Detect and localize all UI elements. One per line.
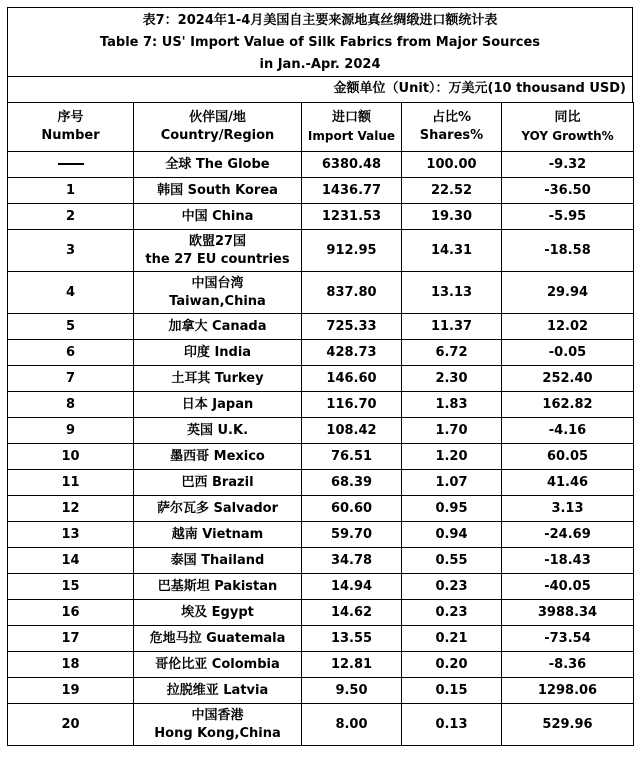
- cell-share: 0.55: [402, 548, 502, 574]
- country-line1: 中国 China: [181, 208, 254, 224]
- cell-number: 14: [8, 548, 134, 574]
- cell-number: 4: [8, 272, 134, 314]
- unit-label: 金额单位（Unit）：万美元(10 thousand USD): [7, 76, 633, 102]
- cell-country: [134, 522, 302, 548]
- cell-number: 9: [8, 418, 134, 444]
- cell-share: 0.23: [402, 574, 502, 600]
- table-frame: [7, 7, 633, 746]
- cell-share: 0.95: [402, 496, 502, 522]
- header-yoy: 同比 YOY Growth%: [502, 103, 634, 152]
- cell-import-value: 1231.53: [302, 204, 402, 230]
- cell-share: 1.07: [402, 470, 502, 496]
- table-row: [8, 204, 634, 230]
- country-line1: 哥伦比亚 Colombia: [155, 656, 280, 672]
- cell-share: 14.31: [402, 230, 502, 272]
- cell-country: [134, 392, 302, 418]
- cell-country: [134, 230, 302, 272]
- cell-share: 1.70: [402, 418, 502, 444]
- table-row: [8, 314, 634, 340]
- country-line1: 加拿大 Canada: [168, 318, 267, 334]
- cell-import-value: 725.33: [302, 314, 402, 340]
- cell-import-value: 837.80: [302, 272, 402, 314]
- cell-yoy: -8.36: [502, 652, 634, 678]
- cell-country: [134, 704, 302, 746]
- cell-yoy: 3988.34: [502, 600, 634, 626]
- table-row: [8, 548, 634, 574]
- cell-yoy: 3.13: [502, 496, 634, 522]
- cell-import-value: 428.73: [302, 340, 402, 366]
- cell-yoy: -40.05: [502, 574, 634, 600]
- cell-share: 11.37: [402, 314, 502, 340]
- cell-share: 0.21: [402, 626, 502, 652]
- cell-import-value: 912.95: [302, 230, 402, 272]
- country-line1: 拉脱维亚 Latvia: [166, 682, 269, 698]
- cell-import-value: 12.81: [302, 652, 402, 678]
- cell-country: [134, 444, 302, 470]
- cell-share: 0.23: [402, 600, 502, 626]
- country-line1: 巴基斯坦 Pakistan: [157, 578, 278, 594]
- header-number: 序号 Number: [8, 103, 134, 152]
- cell-country: [134, 600, 302, 626]
- cell-number: 1: [8, 178, 134, 204]
- cell-import-value: 108.42: [302, 418, 402, 444]
- cell-share: 0.15: [402, 678, 502, 704]
- table-row: [8, 704, 634, 746]
- cell-country: [134, 652, 302, 678]
- cell-country: [134, 548, 302, 574]
- cell-import-value: 60.60: [302, 496, 402, 522]
- cell-country: [134, 272, 302, 314]
- cell-share: 0.20: [402, 652, 502, 678]
- cell-import-value: 1436.77: [302, 178, 402, 204]
- country-line1: 越南 Vietnam: [171, 526, 264, 542]
- table-row: [8, 392, 634, 418]
- cell-share: 1.20: [402, 444, 502, 470]
- cell-yoy: 12.02: [502, 314, 634, 340]
- country-line2: Hong Kong,China: [154, 725, 281, 741]
- cell-import-value: 9.50: [302, 678, 402, 704]
- table-row: [8, 600, 634, 626]
- header-import-value: 进口额 Import Value: [302, 103, 402, 152]
- country-line1: 土耳其 Turkey: [171, 370, 264, 386]
- title-en-line1: Table 7: US' Import Value of Silk Fabrics from Major Sources: [99, 35, 541, 50]
- cell-share: 13.13: [402, 272, 502, 314]
- cell-import-value: 8.00: [302, 704, 402, 746]
- cell-yoy: -73.54: [502, 626, 634, 652]
- cell-number: 19: [8, 678, 134, 704]
- cell-yoy: -18.58: [502, 230, 634, 272]
- table-row: [8, 444, 634, 470]
- country-line1: 全球 The Globe: [165, 156, 270, 172]
- cell-yoy: 529.96: [502, 704, 634, 746]
- cell-share: 1.83: [402, 392, 502, 418]
- country-line1: 墨西哥 Mexico: [170, 448, 265, 464]
- table-row: [8, 470, 634, 496]
- table-row: [8, 678, 634, 704]
- country-line1: 欧盟27国: [188, 233, 247, 249]
- cell-number: 15: [8, 574, 134, 600]
- cell-share: 19.30: [402, 204, 502, 230]
- cell-yoy: -24.69: [502, 522, 634, 548]
- cell-country: [134, 626, 302, 652]
- cell-number: [8, 152, 134, 178]
- cell-country: [134, 152, 302, 178]
- country-line1: 萨尔瓦多 Salvador: [156, 500, 278, 516]
- cell-yoy: 162.82: [502, 392, 634, 418]
- table-row: [8, 418, 634, 444]
- cell-import-value: 34.78: [302, 548, 402, 574]
- cell-yoy: -5.95: [502, 204, 634, 230]
- table-row: [8, 496, 634, 522]
- table-row: [8, 178, 634, 204]
- country-line2: Taiwan,China: [169, 293, 266, 309]
- cell-number: 12: [8, 496, 134, 522]
- cell-import-value: 146.60: [302, 366, 402, 392]
- cell-country: [134, 340, 302, 366]
- cell-number: 7: [8, 366, 134, 392]
- cell-share: 22.52: [402, 178, 502, 204]
- country-line1: 印度 India: [183, 344, 252, 360]
- cell-number: 5: [8, 314, 134, 340]
- cell-country: [134, 678, 302, 704]
- country-line1: 中国台湾: [191, 275, 244, 291]
- country-line1: 危地马拉 Guatemala: [149, 630, 286, 646]
- cell-country: [134, 470, 302, 496]
- title-cn: 表7：2024年1-4月美国自主要来源地真丝绸缎进口额统计表: [142, 13, 498, 28]
- cell-import-value: 76.51: [302, 444, 402, 470]
- cell-number: 11: [8, 470, 134, 496]
- cell-country: [134, 574, 302, 600]
- cell-country: [134, 314, 302, 340]
- cell-number: 16: [8, 600, 134, 626]
- cell-share: 0.94: [402, 522, 502, 548]
- cell-yoy: 41.46: [502, 470, 634, 496]
- cell-country: [134, 178, 302, 204]
- table-row: [8, 152, 634, 178]
- cell-yoy: -36.50: [502, 178, 634, 204]
- cell-import-value: 59.70: [302, 522, 402, 548]
- cell-number: 2: [8, 204, 134, 230]
- table-title: [7, 7, 633, 76]
- cell-yoy: -18.43: [502, 548, 634, 574]
- cell-import-value: 116.70: [302, 392, 402, 418]
- import-table: [7, 102, 634, 746]
- cell-number: 10: [8, 444, 134, 470]
- cell-country: [134, 418, 302, 444]
- country-line1: 英国 U.K.: [186, 422, 249, 438]
- table-row: [8, 652, 634, 678]
- country-line1: 埃及 Egypt: [181, 604, 254, 620]
- table-row: [8, 366, 634, 392]
- cell-import-value: 6380.48: [302, 152, 402, 178]
- cell-number: 6: [8, 340, 134, 366]
- cell-number: 8: [8, 392, 134, 418]
- cell-import-value: 14.94: [302, 574, 402, 600]
- cell-import-value: 68.39: [302, 470, 402, 496]
- cell-share: 6.72: [402, 340, 502, 366]
- cell-import-value: 13.55: [302, 626, 402, 652]
- cell-yoy: 1298.06: [502, 678, 634, 704]
- cell-share: 2.30: [402, 366, 502, 392]
- dash-mark: [58, 163, 84, 165]
- cell-share: 0.13: [402, 704, 502, 746]
- cell-yoy: -4.16: [502, 418, 634, 444]
- country-line1: 日本 Japan: [181, 396, 254, 412]
- table-row: [8, 340, 634, 366]
- cell-number: 17: [8, 626, 134, 652]
- table-row: [8, 272, 634, 314]
- header-row: [8, 103, 634, 152]
- table-row: [8, 230, 634, 272]
- cell-country: [134, 366, 302, 392]
- cell-yoy: 60.05: [502, 444, 634, 470]
- cell-number: 13: [8, 522, 134, 548]
- country-line1: 中国香港: [191, 707, 244, 723]
- country-line1: 巴西 Brazil: [181, 474, 254, 490]
- cell-yoy: 29.94: [502, 272, 634, 314]
- header-shares: 占比% Shares%: [402, 103, 502, 152]
- cell-yoy: -0.05: [502, 340, 634, 366]
- cell-yoy: -9.32: [502, 152, 634, 178]
- cell-country: [134, 496, 302, 522]
- country-line1: 韩国 South Korea: [157, 182, 278, 198]
- cell-number: 20: [8, 704, 134, 746]
- header-country: 伙伴国/地 Country/Region: [134, 103, 302, 152]
- title-en-line2: in Jan.-Apr. 2024: [259, 57, 381, 72]
- table-row: [8, 522, 634, 548]
- cell-import-value: 14.62: [302, 600, 402, 626]
- cell-yoy: 252.40: [502, 366, 634, 392]
- cell-country: [134, 204, 302, 230]
- table-row: [8, 626, 634, 652]
- country-line1: 泰国 Thailand: [170, 552, 265, 568]
- cell-share: 100.00: [402, 152, 502, 178]
- table-row: [8, 574, 634, 600]
- country-line2: the 27 EU countries: [145, 251, 290, 267]
- cell-number: 18: [8, 652, 134, 678]
- cell-number: 3: [8, 230, 134, 272]
